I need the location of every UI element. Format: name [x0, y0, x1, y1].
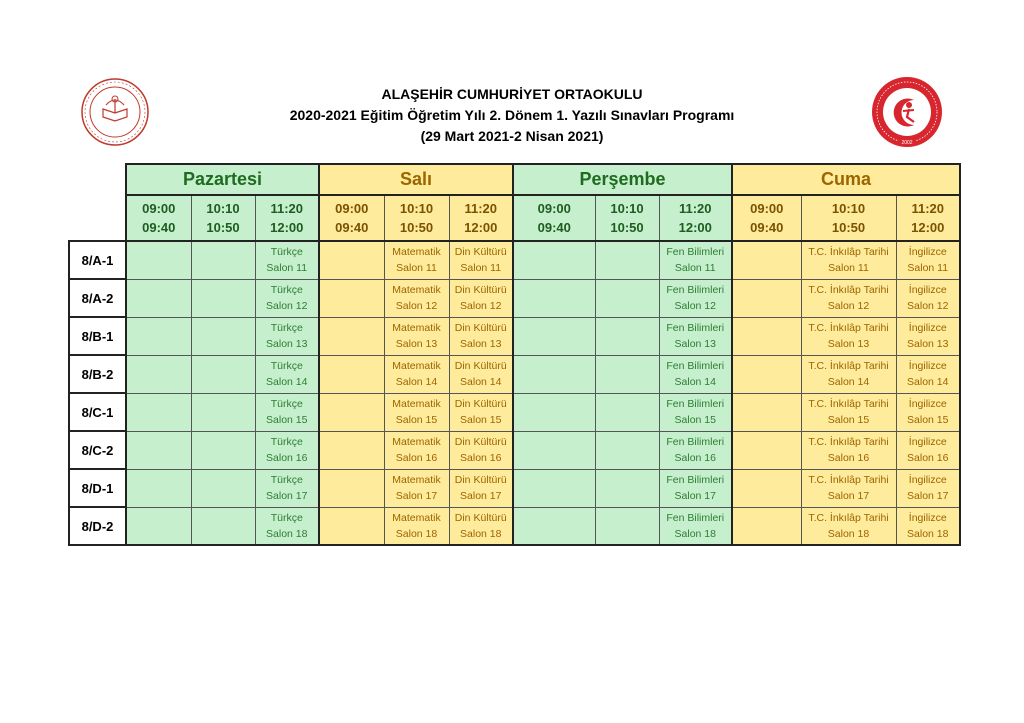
- exam-room: Salon 12: [907, 300, 949, 312]
- exam-cell: [449, 355, 513, 393]
- exam-cell: [255, 431, 319, 469]
- slot-end: 10:50: [206, 220, 240, 235]
- exam-cell: [384, 279, 449, 317]
- exam-room: Salon 15: [827, 414, 870, 426]
- time-slot: [126, 195, 191, 241]
- exam-cell: [191, 241, 255, 279]
- exam-cell: [384, 507, 449, 545]
- time-slot: [384, 195, 449, 241]
- exam-cell: [659, 507, 732, 545]
- exam-cell: [449, 317, 513, 355]
- exam-subject: Türkçe: [270, 246, 303, 259]
- exam-room: Salon 12: [460, 300, 502, 312]
- exam-room: Salon 14: [907, 376, 949, 388]
- exam-subject: T.C. İnkılâp Tarihi: [808, 246, 889, 259]
- slot-start: 10:10: [831, 201, 866, 216]
- table-row: [69, 241, 960, 279]
- table-row: [69, 317, 960, 355]
- corner-blank: [69, 164, 126, 195]
- exam-room: Salon 11: [266, 262, 308, 275]
- slot-start: 11:20: [270, 201, 304, 216]
- exam-cell: [659, 431, 732, 469]
- exam-subject: Matematik: [392, 246, 441, 259]
- class-label: 8/C-1: [69, 393, 126, 431]
- exam-room: Salon 11: [828, 262, 869, 275]
- class-label: 8/B-1: [69, 317, 126, 355]
- slot-end: 09:40: [142, 220, 176, 235]
- day-header: Cuma: [732, 164, 960, 195]
- day-header: Perşembe: [513, 164, 732, 195]
- exam-cell: [126, 431, 191, 469]
- exam-room: Salon 17: [907, 490, 949, 502]
- exam-room: Salon 12: [395, 300, 438, 312]
- exam-cell: [384, 469, 449, 507]
- exam-subject: Türkçe: [270, 360, 303, 372]
- exam-cell: [896, 241, 960, 279]
- exam-cell: [126, 469, 191, 507]
- slot-end: 09:40: [335, 220, 369, 235]
- time-slot: [449, 195, 513, 241]
- exam-cell: [449, 241, 513, 279]
- time-slot: [659, 195, 732, 241]
- exam-cell: [126, 279, 191, 317]
- exam-room: Salon 16: [907, 452, 949, 464]
- time-slot: [255, 195, 319, 241]
- exam-subject: Matematik: [392, 322, 441, 334]
- exam-cell: [513, 431, 595, 469]
- exam-cell: [595, 279, 659, 317]
- exam-subject: Matematik: [392, 284, 441, 296]
- exam-cell: [319, 317, 384, 355]
- exam-cell: [255, 355, 319, 393]
- exam-cell: [319, 355, 384, 393]
- exam-cell: [513, 317, 595, 355]
- exam-cell: [595, 317, 659, 355]
- exam-cell: [126, 393, 191, 431]
- slot-end: 10:50: [610, 220, 644, 235]
- table-row: [69, 507, 960, 545]
- exam-cell: [732, 469, 801, 507]
- slot-end: 12:00: [678, 220, 712, 235]
- slot-start: 11:20: [464, 201, 498, 216]
- exam-room: Salon 17: [827, 490, 870, 502]
- slot-end: 12:00: [464, 220, 498, 235]
- exam-cell: [659, 469, 732, 507]
- exam-schedule-table: [68, 163, 961, 546]
- exam-subject: İngilizce: [908, 474, 947, 486]
- exam-room: Salon 16: [395, 452, 438, 464]
- exam-subject: T.C. İnkılâp Tarihi: [808, 360, 889, 372]
- svg-text:2002: 2002: [901, 140, 913, 146]
- exam-subject: Türkçe: [270, 398, 303, 410]
- exam-room: Salon 15: [395, 414, 438, 426]
- exam-subject: Türkçe: [270, 511, 303, 524]
- exam-cell: [319, 507, 384, 545]
- exam-room: Salon 17: [266, 490, 308, 502]
- exam-room: Salon 14: [266, 376, 308, 388]
- exam-room: Salon 11: [460, 262, 502, 275]
- table-row: [69, 355, 960, 393]
- exam-cell: [513, 279, 595, 317]
- time-slot: [595, 195, 659, 241]
- exam-cell: [191, 355, 255, 393]
- exam-subject: İngilizce: [908, 398, 947, 410]
- exam-cell: [319, 469, 384, 507]
- exam-subject: İngilizce: [908, 511, 947, 524]
- exam-subject: İngilizce: [908, 360, 947, 372]
- exam-room: Salon 12: [674, 300, 716, 312]
- exam-cell: [595, 469, 659, 507]
- exam-cell: [801, 355, 896, 393]
- time-slot: [896, 195, 960, 241]
- exam-room: Salon 13: [460, 338, 502, 350]
- exam-subject: Türkçe: [270, 474, 303, 486]
- time-slot: [513, 195, 595, 241]
- exam-room: Salon 13: [266, 338, 308, 350]
- exam-cell: [801, 317, 896, 355]
- exam-cell: [801, 431, 896, 469]
- exam-room: Salon 16: [266, 452, 308, 464]
- slot-start: 10:10: [206, 201, 240, 216]
- exam-subject: Türkçe: [270, 436, 303, 448]
- exam-subject: Matematik: [392, 474, 441, 486]
- exam-room: Salon 18: [907, 527, 949, 540]
- exam-cell: [513, 469, 595, 507]
- exam-room: Salon 11: [396, 262, 437, 275]
- exam-subject: T.C. İnkılâp Tarihi: [808, 398, 889, 410]
- exam-cell: [595, 241, 659, 279]
- exam-subject: T.C. İnkılâp Tarihi: [808, 511, 889, 524]
- exam-cell: [732, 393, 801, 431]
- exam-room: Salon 15: [266, 414, 308, 426]
- exam-room: Salon 13: [907, 338, 949, 350]
- exam-cell: [126, 317, 191, 355]
- exam-cell: [126, 507, 191, 545]
- exam-room: Salon 16: [674, 452, 716, 464]
- slot-start: 11:20: [678, 201, 712, 216]
- day-header: Salı: [319, 164, 513, 195]
- exam-subject: Din Kültürü: [454, 284, 507, 296]
- exam-room: Salon 13: [674, 338, 716, 350]
- exam-cell: [513, 241, 595, 279]
- exam-room: Salon 12: [266, 300, 308, 312]
- exam-subject: Fen Bilimleri: [666, 511, 725, 524]
- exam-cell: [191, 507, 255, 545]
- exam-cell: [319, 393, 384, 431]
- program-title: 2020-2021 Eğitim Öğretim Yılı 2. Dönem 1. Yazılı Sınavları Programı: [289, 107, 735, 123]
- day-header: Pazartesi: [126, 164, 319, 195]
- exam-cell: [255, 393, 319, 431]
- class-label: 8/D-1: [69, 469, 126, 507]
- exam-subject: Matematik: [392, 360, 441, 372]
- exam-cell: [896, 279, 960, 317]
- slot-start: 09:00: [142, 201, 176, 216]
- exam-room: Salon 18: [827, 527, 870, 540]
- exam-subject: T.C. İnkılâp Tarihi: [808, 322, 889, 334]
- exam-room: Salon 18: [266, 527, 308, 540]
- exam-cell: [319, 431, 384, 469]
- exam-subject: Din Kültürü: [454, 436, 507, 448]
- exam-room: Salon 13: [395, 338, 438, 350]
- exam-cell: [255, 507, 319, 545]
- exam-cell: [659, 279, 732, 317]
- exam-cell: [801, 393, 896, 431]
- slot-start: 09:00: [537, 201, 571, 216]
- exam-cell: [595, 431, 659, 469]
- exam-cell: [449, 507, 513, 545]
- exam-cell: [896, 469, 960, 507]
- exam-room: Salon 16: [460, 452, 502, 464]
- slot-end: 10:50: [831, 220, 866, 235]
- exam-cell: [449, 393, 513, 431]
- exam-cell: [319, 241, 384, 279]
- table-row: [69, 279, 960, 317]
- exam-cell: [449, 279, 513, 317]
- exam-cell: [732, 241, 801, 279]
- exam-subject: İngilizce: [908, 246, 947, 259]
- exam-subject: Türkçe: [270, 322, 303, 334]
- exam-subject: Matematik: [392, 436, 441, 448]
- exam-subject: T.C. İnkılâp Tarihi: [808, 284, 889, 296]
- exam-cell: [659, 355, 732, 393]
- slot-end: 12:00: [270, 220, 304, 235]
- class-label: 8/A-1: [69, 241, 126, 279]
- exam-cell: [191, 431, 255, 469]
- exam-subject: Din Kültürü: [454, 511, 507, 524]
- exam-cell: [659, 317, 732, 355]
- exam-cell: [896, 317, 960, 355]
- exam-cell: [191, 469, 255, 507]
- exam-subject: Fen Bilimleri: [666, 360, 725, 372]
- exam-cell: [449, 431, 513, 469]
- exam-cell: [384, 317, 449, 355]
- exam-cell: [732, 279, 801, 317]
- slot-start: 09:00: [335, 201, 369, 216]
- exam-subject: Din Kültürü: [454, 398, 507, 410]
- exam-cell: [513, 355, 595, 393]
- exam-cell: [595, 507, 659, 545]
- exam-room: Salon 15: [907, 414, 949, 426]
- exam-room: Salon 17: [674, 490, 716, 502]
- school-name: ALAŞEHİR CUMHURİYET ORTAOKULU: [381, 86, 643, 102]
- exam-cell: [191, 279, 255, 317]
- class-label: 8/D-2: [69, 507, 126, 545]
- exam-room: Salon 17: [395, 490, 438, 502]
- exam-cell: [255, 469, 319, 507]
- exam-cell: [896, 431, 960, 469]
- exam-subject: Din Kültürü: [454, 322, 507, 334]
- exam-cell: [595, 393, 659, 431]
- exam-cell: [319, 279, 384, 317]
- exam-cell: [732, 507, 801, 545]
- exam-room: Salon 17: [460, 490, 502, 502]
- exam-cell: [732, 355, 801, 393]
- exam-cell: [384, 393, 449, 431]
- time-slot: [732, 195, 801, 241]
- exam-subject: Din Kültürü: [454, 360, 507, 372]
- slot-end: 09:40: [537, 220, 571, 235]
- exam-subject: T.C. İnkılâp Tarihi: [808, 474, 889, 486]
- exam-subject: Fen Bilimleri: [666, 398, 725, 410]
- class-label: 8/A-2: [69, 279, 126, 317]
- exam-cell: [801, 279, 896, 317]
- exam-room: Salon 14: [395, 376, 438, 388]
- exam-room: Salon 18: [674, 527, 716, 540]
- exam-room: Salon 15: [460, 414, 502, 426]
- exam-cell: [191, 317, 255, 355]
- exam-subject: İngilizce: [908, 284, 947, 296]
- exam-subject: Matematik: [392, 511, 441, 524]
- slot-end: 12:00: [911, 220, 945, 235]
- class-label: 8/C-2: [69, 431, 126, 469]
- exam-cell: [896, 507, 960, 545]
- exam-cell: [191, 393, 255, 431]
- exam-cell: [126, 241, 191, 279]
- exam-subject: İngilizce: [908, 322, 947, 334]
- exam-room: Salon 11: [907, 262, 949, 275]
- slot-start: 10:10: [399, 201, 434, 216]
- exam-subject: Fen Bilimleri: [666, 436, 725, 448]
- exam-room: Salon 14: [827, 376, 870, 388]
- corner-blank: [69, 195, 126, 241]
- exam-cell: [449, 469, 513, 507]
- exam-subject: Matematik: [392, 398, 441, 410]
- class-label: 8/B-2: [69, 355, 126, 393]
- exam-cell: [384, 355, 449, 393]
- time-slot: [191, 195, 255, 241]
- exam-cell: [126, 355, 191, 393]
- exam-subject: İngilizce: [908, 436, 947, 448]
- slot-start: 09:00: [750, 201, 784, 216]
- slot-start: 11:20: [911, 201, 945, 216]
- table-row: [69, 393, 960, 431]
- exam-subject: Din Kültürü: [454, 474, 507, 486]
- exam-cell: [255, 317, 319, 355]
- exam-cell: [896, 355, 960, 393]
- exam-cell: [896, 393, 960, 431]
- exam-room: Salon 15: [674, 414, 716, 426]
- time-slot: [319, 195, 384, 241]
- exam-cell: [255, 241, 319, 279]
- exam-cell: [801, 241, 896, 279]
- exam-cell: [732, 431, 801, 469]
- exam-cell: [659, 393, 732, 431]
- program-dates: (29 Mart 2021-2 Nisan 2021): [420, 128, 604, 144]
- exam-cell: [384, 431, 449, 469]
- exam-subject: T.C. İnkılâp Tarihi: [808, 436, 889, 448]
- exam-subject: Fen Bilimleri: [666, 474, 725, 486]
- exam-room: Salon 12: [827, 300, 870, 312]
- exam-cell: [801, 507, 896, 545]
- exam-room: Salon 18: [395, 527, 438, 540]
- exam-subject: Fen Bilimleri: [666, 284, 725, 296]
- exam-room: Salon 18: [460, 527, 502, 540]
- exam-subject: Fen Bilimleri: [666, 246, 725, 259]
- table-row: [69, 431, 960, 469]
- exam-subject: Din Kültürü: [454, 246, 507, 259]
- exam-cell: [732, 317, 801, 355]
- table-row: [69, 469, 960, 507]
- exam-room: Salon 14: [460, 376, 502, 388]
- exam-cell: [801, 469, 896, 507]
- exam-cell: [659, 241, 732, 279]
- exam-cell: [513, 393, 595, 431]
- slot-end: 10:50: [399, 220, 434, 235]
- exam-subject: Türkçe: [270, 284, 303, 296]
- slot-end: 09:40: [750, 220, 784, 235]
- exam-cell: [513, 507, 595, 545]
- time-slot: [801, 195, 896, 241]
- exam-cell: [255, 279, 319, 317]
- exam-room: Salon 14: [674, 376, 716, 388]
- exam-room: Salon 11: [674, 262, 716, 275]
- exam-room: Salon 13: [827, 338, 870, 350]
- exam-cell: [595, 355, 659, 393]
- exam-subject: Fen Bilimleri: [666, 322, 725, 334]
- exam-room: Salon 16: [827, 452, 870, 464]
- document-header: [0, 84, 1024, 147]
- exam-cell: [384, 241, 449, 279]
- slot-start: 10:10: [610, 201, 644, 216]
